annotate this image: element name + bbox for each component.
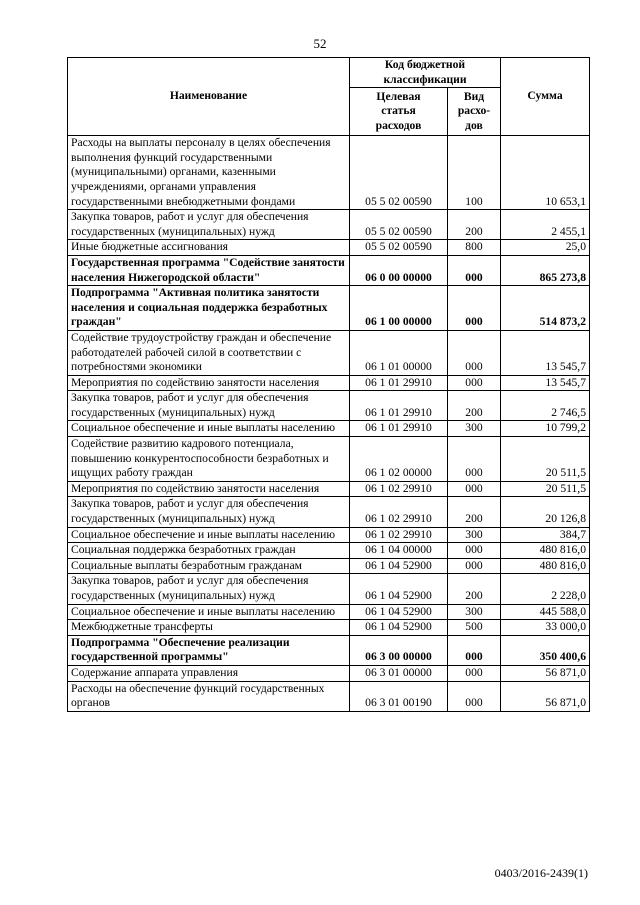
row-amount: 865 273,8 xyxy=(501,255,590,285)
row-name: Закупка товаров, работ и услуг для обеспечения государственных (муниципальных) нужд xyxy=(68,497,350,527)
row-target-article: 06 1 04 52900 xyxy=(350,558,448,574)
row-amount: 13 545,7 xyxy=(501,330,590,375)
row-name: Социальная поддержка безработных граждан xyxy=(68,543,350,559)
row-expense-type: 000 xyxy=(448,665,501,681)
row-name: Содействие развитию кадрового потенциала, повышению конкурентоспособности безработных и ищущих работу граждан xyxy=(68,437,350,482)
row-expense-type: 000 xyxy=(448,375,501,391)
row-amount: 10 653,1 xyxy=(501,136,590,210)
table-row xyxy=(68,421,590,437)
row-amount: 10 799,2 xyxy=(501,421,590,437)
row-target-article: 06 3 00 00000 xyxy=(350,635,448,665)
row-target-article: 06 1 00 00000 xyxy=(350,286,448,331)
table-row xyxy=(68,136,590,210)
row-expense-type: 000 xyxy=(448,255,501,285)
table-row xyxy=(68,558,590,574)
row-target-article: 06 1 02 29910 xyxy=(350,527,448,543)
table-row xyxy=(68,286,590,331)
row-target-article: 05 5 02 00590 xyxy=(350,210,448,240)
row-amount: 56 871,0 xyxy=(501,665,590,681)
row-name: Мероприятия по содействию занятости населения xyxy=(68,481,350,497)
row-name: Содействие трудоустройству граждан и обеспечение работодателей рабочей силой в соответствии с потребностями экономики xyxy=(68,330,350,375)
row-name: Содержание аппарата управления xyxy=(68,665,350,681)
row-expense-type: 000 xyxy=(448,558,501,574)
row-expense-type: 300 xyxy=(448,527,501,543)
table-row xyxy=(68,620,590,636)
header-expense-type: Вид расхо-дов xyxy=(448,88,501,136)
row-amount: 2 455,1 xyxy=(501,210,590,240)
row-expense-type: 000 xyxy=(448,330,501,375)
row-expense-type: 200 xyxy=(448,391,501,421)
row-expense-type: 000 xyxy=(448,437,501,482)
row-target-article: 06 1 02 29910 xyxy=(350,481,448,497)
row-amount: 350 400,6 xyxy=(501,635,590,665)
table-row xyxy=(68,681,590,711)
row-name: Государственная программа "Содействие занятости населения Нижегородской области" xyxy=(68,255,350,285)
row-expense-type: 000 xyxy=(448,543,501,559)
table-row xyxy=(68,635,590,665)
row-amount: 20 511,5 xyxy=(501,481,590,497)
table-row xyxy=(68,543,590,559)
row-amount: 445 588,0 xyxy=(501,604,590,620)
row-amount: 33 000,0 xyxy=(501,620,590,636)
row-expense-type: 000 xyxy=(448,481,501,497)
row-expense-type: 200 xyxy=(448,497,501,527)
row-name: Социальное обеспечение и иные выплаты населению xyxy=(68,527,350,543)
table-header xyxy=(68,58,590,136)
row-amount: 480 816,0 xyxy=(501,558,590,574)
row-name: Иные бюджетные ассигнования xyxy=(68,240,350,256)
row-expense-type: 500 xyxy=(448,620,501,636)
document-code: 0403/2016-2439(1) xyxy=(494,866,588,880)
row-name: Закупка товаров, работ и услуг для обеспечения государственных (муниципальных) нужд xyxy=(68,391,350,421)
row-amount: 2 746,5 xyxy=(501,391,590,421)
row-target-article: 06 1 02 29910 xyxy=(350,497,448,527)
table-row xyxy=(68,665,590,681)
row-target-article: 06 3 01 00190 xyxy=(350,681,448,711)
row-expense-type: 000 xyxy=(448,635,501,665)
table-row xyxy=(68,240,590,256)
table-row xyxy=(68,527,590,543)
table-row xyxy=(68,375,590,391)
row-amount: 20 511,5 xyxy=(501,437,590,482)
row-name: Межбюджетные трансферты xyxy=(68,620,350,636)
row-name: Социальное обеспечение и иные выплаты населению xyxy=(68,421,350,437)
row-target-article: 06 1 04 00000 xyxy=(350,543,448,559)
table-row xyxy=(68,210,590,240)
table-body xyxy=(68,136,590,712)
row-amount: 13 545,7 xyxy=(501,375,590,391)
header-target-article: Целевая статья расходов xyxy=(350,88,448,136)
row-target-article: 06 1 04 52900 xyxy=(350,574,448,604)
row-name: Закупка товаров, работ и услуг для обеспечения государственных (муниципальных) нужд xyxy=(68,210,350,240)
row-amount: 2 228,0 xyxy=(501,574,590,604)
row-name: Расходы на выплаты персоналу в целях обеспечения выполнения функций государственными (муниципальными) органами, казенными учреждениями, органами управления государственными внебюджетными фондами xyxy=(68,136,350,210)
row-target-article: 05 5 02 00590 xyxy=(350,136,448,210)
header-name: Наименование xyxy=(68,58,350,136)
row-amount: 480 816,0 xyxy=(501,543,590,559)
row-target-article: 06 0 00 00000 xyxy=(350,255,448,285)
page-number: 52 xyxy=(313,36,327,51)
table-row xyxy=(68,481,590,497)
row-amount: 56 871,0 xyxy=(501,681,590,711)
row-target-article: 06 1 01 00000 xyxy=(350,330,448,375)
budget-table xyxy=(67,57,590,712)
table-row xyxy=(68,330,590,375)
row-target-article: 06 3 01 00000 xyxy=(350,665,448,681)
row-name: Социальное обеспечение и иные выплаты населению xyxy=(68,604,350,620)
table-row xyxy=(68,497,590,527)
row-target-article: 06 1 01 29910 xyxy=(350,375,448,391)
row-name: Подпрограмма "Обеспечение реализации государственной программы" xyxy=(68,635,350,665)
row-amount: 384,7 xyxy=(501,527,590,543)
row-target-article: 06 1 01 29910 xyxy=(350,391,448,421)
row-target-article: 06 1 04 52900 xyxy=(350,620,448,636)
row-expense-type: 300 xyxy=(448,421,501,437)
table-row xyxy=(68,255,590,285)
row-target-article: 06 1 04 52900 xyxy=(350,604,448,620)
row-target-article: 05 5 02 00590 xyxy=(350,240,448,256)
header-code-group: Код бюджетной классификации xyxy=(350,58,501,88)
table-row xyxy=(68,604,590,620)
row-name: Расходы на обеспечение функций государственных органов xyxy=(68,681,350,711)
row-target-article: 06 1 02 00000 xyxy=(350,437,448,482)
row-amount: 514 873,2 xyxy=(501,286,590,331)
row-target-article: 06 1 01 29910 xyxy=(350,421,448,437)
row-name: Подпрограмма "Активная политика занятости населения и социальная поддержка безработных граждан" xyxy=(68,286,350,331)
row-expense-type: 200 xyxy=(448,574,501,604)
row-amount: 25,0 xyxy=(501,240,590,256)
table-row xyxy=(68,437,590,482)
row-expense-type: 100 xyxy=(448,136,501,210)
row-amount: 20 126,8 xyxy=(501,497,590,527)
row-expense-type: 200 xyxy=(448,210,501,240)
row-expense-type: 300 xyxy=(448,604,501,620)
table-row xyxy=(68,391,590,421)
header-amount: Сумма xyxy=(501,58,590,136)
row-expense-type: 000 xyxy=(448,286,501,331)
row-expense-type: 000 xyxy=(448,681,501,711)
row-name: Мероприятия по содействию занятости населения xyxy=(68,375,350,391)
row-expense-type: 800 xyxy=(448,240,501,256)
table-row xyxy=(68,574,590,604)
row-name: Социальные выплаты безработным гражданам xyxy=(68,558,350,574)
row-name: Закупка товаров, работ и услуг для обеспечения государственных (муниципальных) нужд xyxy=(68,574,350,604)
